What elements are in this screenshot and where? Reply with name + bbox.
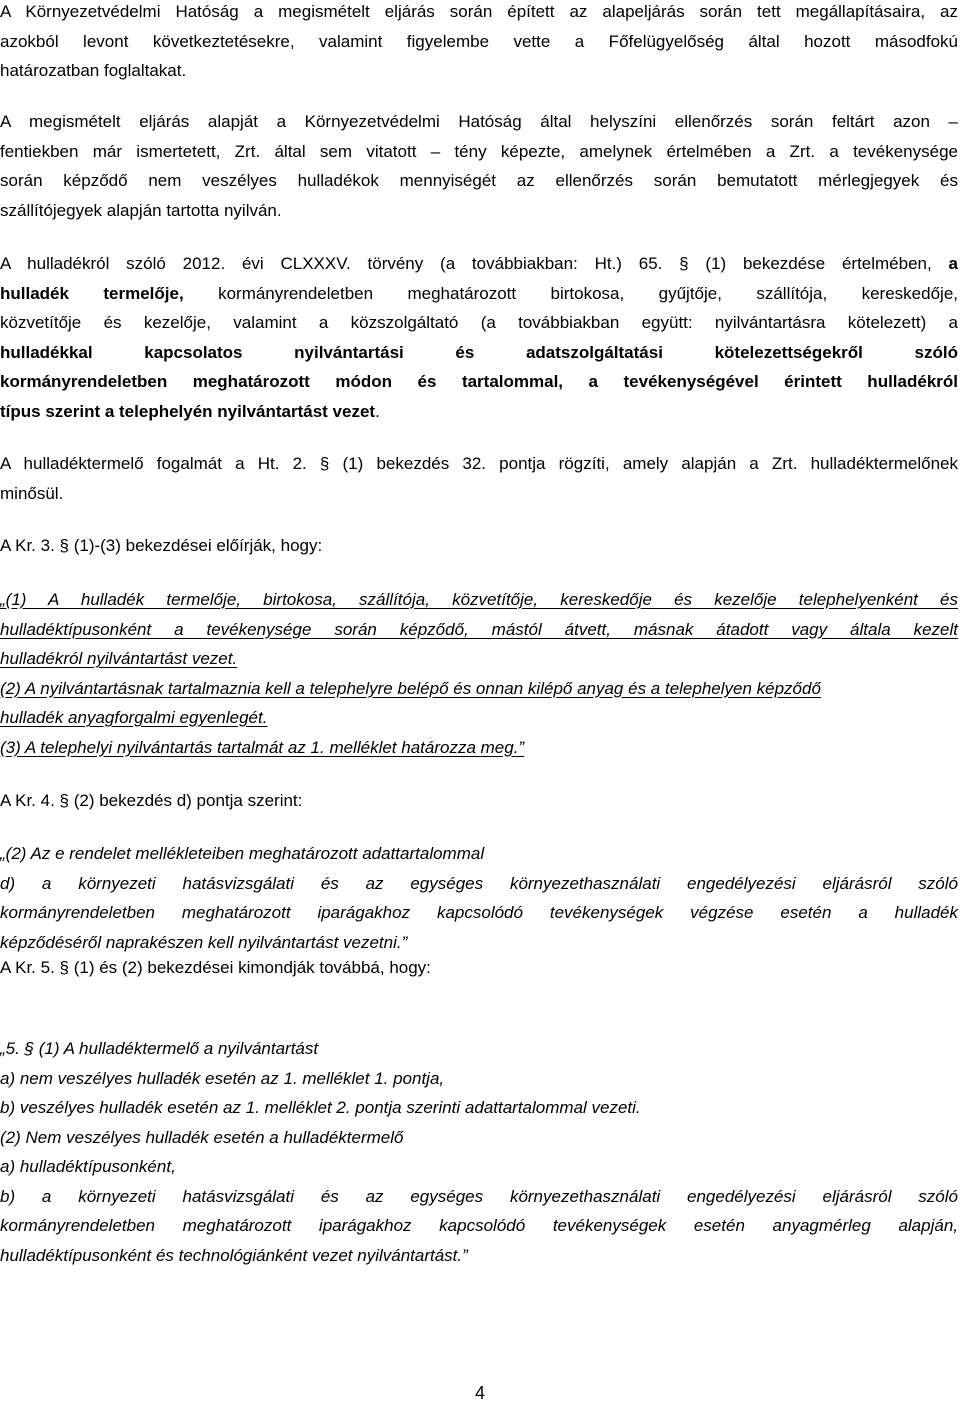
text-line: b) veszélyes hulladék esetén az 1. melléklet 2. pontja szerinti adattartalommal vezeti. [0, 1098, 641, 1117]
text-line: A Kr. 5. § (1) és (2) bekezdései kimondják továbbá, hogy: [0, 958, 431, 977]
text-run: . [375, 401, 380, 421]
underlined-run: hulladéktípusonként a tevékenysége során képződő, mástól átvett, másnak átadott vagy általa kezelt [0, 619, 958, 639]
text-line [0, 644, 958, 674]
text-line: fentiekben már ismertetett, Zrt. által sem vitatott – tény képezte, amelynek értelmében a Zrt. a tevékenysége [0, 141, 958, 161]
text-line: b) a környezeti hatásvizsgálati és az egységes környezethasználati engedélyezési eljárásról szóló [0, 1186, 958, 1206]
text-line: határozatban foglaltakat. [0, 61, 187, 80]
paragraph-4 [0, 449, 958, 508]
text-line: során képződő nem veszélyes hulladékok mennyiségét az ellenőrzés során bemutatott mérlegjegyek és [0, 171, 958, 190]
text-line: d) a környezeti hatásvizsgálati és az egységes környezethasználati engedélyezési eljárásról szóló [0, 873, 958, 893]
text-line [0, 733, 958, 763]
paragraph-5 [0, 531, 958, 561]
text-line: szállítójegyek alapján tartotta nyilván. [0, 200, 282, 220]
bold-run: hulladék termelője, [0, 283, 184, 303]
text-line: A Kr. 4. § (2) bekezdés d) pontja szerint: [0, 791, 303, 810]
text-line: minősül. [0, 483, 64, 503]
text-line: a) hulladéktípusonként, [0, 1157, 176, 1176]
bold-run: típus szerint a telephelyén nyilvántartást vezet [0, 401, 376, 421]
quote-2 [0, 839, 958, 957]
text-line [0, 703, 958, 733]
text-line [0, 249, 958, 279]
text-line: „5. § (1) A hulladéktermelő a nyilvántartást [0, 1039, 319, 1058]
text-line: A Környezetvédelmi Hatóság a megismételt eljárás során épített az alapeljárás során tett megállapításaira, az [0, 2, 958, 21]
text-line [0, 367, 958, 397]
text-line [0, 279, 958, 309]
text-line: kormányrendeletben meghatározott iparágakhoz kapcsolódó tevékenységek esetén anyagmérleg alapján, [0, 1216, 958, 1235]
text-line [0, 615, 958, 645]
text-line: A hulladéktermelő fogalmát a Ht. 2. § (1) bekezdés 32. pontja rögzíti, amely alapján a Zrt. hulladéktermelőnek [0, 454, 958, 473]
paragraph-7 [0, 953, 958, 983]
text-run: A hulladékról szóló 2012. évi CLXXXV. törvény (a továbbiakban: Ht.) 65. § (1) bekezdése értelmében, [0, 254, 932, 273]
paragraph-6 [0, 786, 958, 816]
quote-1 [0, 585, 958, 762]
text-run: kormányrendeletben meghatározott birtokosa, gyűjtője, szállítója, kereskedője, [218, 283, 958, 303]
bold-run: a [948, 254, 958, 273]
text-line [0, 397, 958, 427]
text-line [0, 585, 958, 615]
text-line: „(2) Az e rendelet mellékleteiben meghatározott adattartalommal [0, 844, 485, 863]
underlined-run: hulladékról nyilvántartást vezet. [0, 649, 238, 668]
text-line [0, 338, 958, 368]
quote-3 [0, 1034, 958, 1270]
underlined-run: (2) A nyilvántartásnak tartalmaznia kell a telephelyre belépő és onnan kilépő anyag és a telephelyen képződő [0, 678, 821, 698]
underlined-run: (3) A telephelyi nyilvántartás tartalmát az 1. melléklet határozza meg.” [0, 737, 525, 757]
text-line: kormányrendeletben meghatározott iparágakhoz kapcsolódó tevékenységek végzése esetén a hulladék [0, 903, 958, 922]
text-line: képződéséről naprakészen kell nyilvántartást vezetni.” [0, 932, 408, 952]
underlined-run: „(1) A hulladék termelője, birtokosa, szállítója, közvetítője, kereskedője és kezelője telephelyenként és [0, 590, 958, 609]
bold-run: kormányrendeletben meghatározott módon és tartalommal, a tevékenységével érintett hulladékról [0, 372, 958, 391]
bold-run: hulladékkal kapcsolatos nyilvántartási és adatszolgáltatási kötelezettségekről szóló [0, 342, 958, 362]
underlined-run: hulladék anyagforgalmi egyenlegét. [0, 708, 268, 727]
text-line: A megismételt eljárás alapját a Környezetvédelmi Hatóság által helyszíni ellenőrzés során feltárt azon – [0, 112, 958, 131]
text-line: hulladéktípusonként és technológiánként vezet nyilvántartást.” [0, 1245, 468, 1265]
text-line: közvetítője és kezelője, valamint a közszolgáltató (a továbbiakban együtt: nyilvántartásra kötelezett) a [0, 313, 958, 332]
paragraph-3 [0, 249, 958, 426]
text-line [0, 674, 958, 704]
text-line: a) nem veszélyes hulladék esetén az 1. melléklet 1. pontja, [0, 1068, 445, 1088]
text-line: azokból levont következtetésekre, valamint figyelembe vette a Főfelügyelőség által hozott másodfokú [0, 31, 958, 51]
page-number: 4 [474, 1383, 485, 1403]
paragraph-1 [0, 0, 958, 86]
text-line: (2) Nem veszélyes hulladék esetén a hulladéktermelő [0, 1127, 404, 1147]
text-line: A Kr. 3. § (1)-(3) bekezdései előírják, hogy: [0, 536, 323, 555]
paragraph-2 [0, 107, 958, 225]
